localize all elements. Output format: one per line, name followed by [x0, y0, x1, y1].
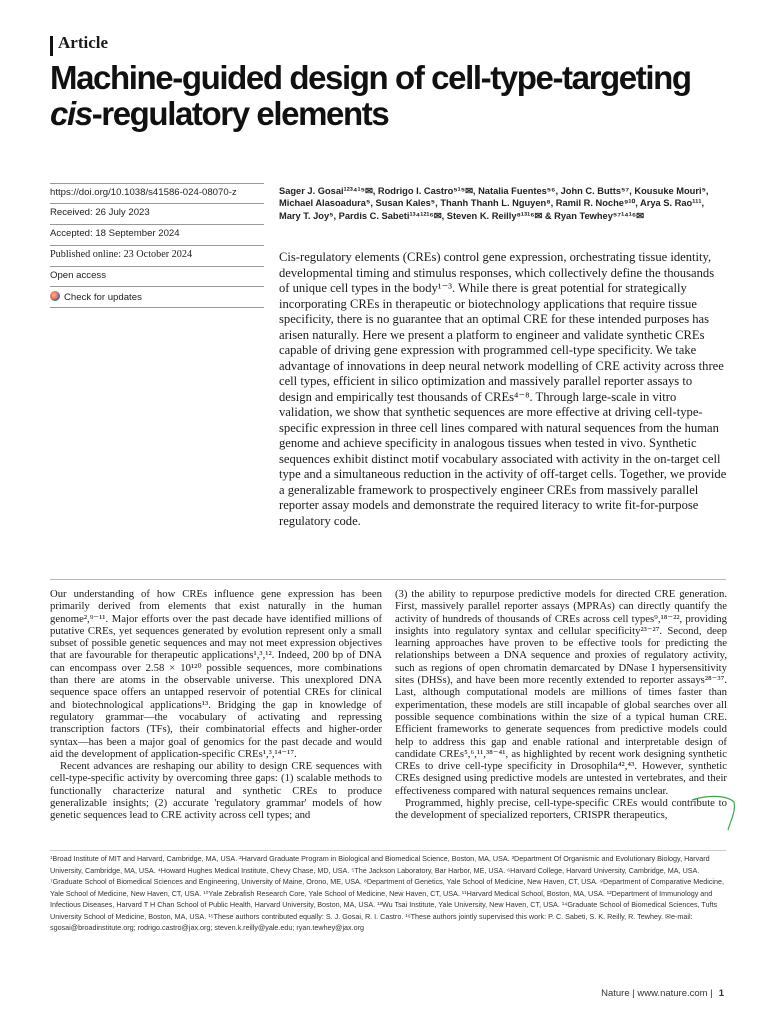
article-kind: Article	[58, 33, 109, 52]
article-kind-rule	[50, 36, 53, 56]
meta-divider	[50, 203, 264, 204]
page-footer	[601, 988, 724, 999]
meta-divider	[50, 307, 264, 308]
doi-link[interactable]: https://doi.org/10.1038/s41586-024-08070-z	[50, 187, 237, 198]
body-paragraph: Programmed, highly precise, cell-type-specific CREs would contribute to the development of specialized reporters, CRISPR therapeutics,	[395, 797, 727, 822]
published-date: Published online: 23 October 2024	[50, 249, 193, 260]
meta-divider	[50, 286, 264, 287]
title-line-2-rest: -regulatory elements	[91, 95, 389, 132]
meta-divider	[50, 183, 264, 184]
meta-divider	[50, 245, 264, 246]
title-line-1: Machine-guided design of cell-type-targeting	[50, 59, 691, 96]
body-paragraph: (3) the ability to repurpose predictive models for directed CRE generation. First, massively parallel reporter assays (MPRAs) can directly quantify the activity of hundreds of thousands of CREs across cell types⁹,¹⁸⁻²², providing insights into regulatory syntax and cellular specificity²³⁻²⁷. Second, deep learning approaches have proven to be effective tools for predicting the relationships between a DNA sequence and proxies of regulatory activity, such as regions of open chromatin demarcated by DNase I hypersensitivity sites (DHSs), and have been more recently extended to reporter assays²⁸⁻³⁷. Last, although computational models are millions of times faster than experimentation, these models are still incapable of global searches over all possible sequence combinations within the size of a typical human CRE. Efficient frameworks to generate sequences from predictive models could help to address this gap and enable rational and interpretable design of candidate CREs⁵,⁶,¹¹,³⁸⁻⁴¹, as highlighted by recent work designing synthetic CREs to drive cell-type specificity in Drosophila⁴²,⁴³. However, synthetic CREs designed using predictive models are untested in vertebrates, and their effectiveness compared with natural sequences remains unclear.	[395, 588, 727, 797]
body-column-right	[395, 588, 727, 822]
accepted-date: Accepted: 18 September 2024	[50, 228, 180, 239]
check-updates-icon	[50, 291, 60, 301]
title-italic: cis	[50, 95, 92, 132]
body-paragraph: Recent advances are reshaping our ability to design CRE sequences with cell-type-specific activity by overcoming three gaps: (1) scalable methods to functionally characterize natural and synthetic CREs to produce generalizable insights; (2) accurate 'regulatory grammar' models of how genetic sequences lead to CRE activity across cell types; and	[50, 760, 382, 822]
body-paragraph: Our understanding of how CREs influence gene expression has been primarily derived from elements that exist naturally in the human genome²,⁹⁻¹¹. Major efforts over the past decade have identified millions of putative CREs, yet sequences generated by evolution represent only a small subset of possible genetic sequences and may not meet expression objectives that are favourable for therapeutic applications¹,³,¹². Indeed, 200 bp of DNA can encompass over 2.58 × 10¹²⁰ possible sequences, more combinations than there are atoms in the observable universe. This unexplored DNA sequence space offers an untapped reservoir of potential CREs for clinical and biotechnological applications¹³. Bridging the gap in knowledge of regulatory grammar—the vocabulary of activating and repressing transcription factors (TFs), their combinatorial effects and higher-order syntax—has been a major goal of genomics for the past decade and would aid the development of application-specific CREs¹,³,¹⁴⁻¹⁷.	[50, 588, 382, 760]
meta-divider	[50, 224, 264, 225]
check-updates-button[interactable]	[50, 291, 264, 303]
title-line-2	[50, 96, 740, 132]
abstract-divider	[50, 579, 726, 580]
check-updates-label: Check for updates	[64, 292, 142, 303]
page-number: 1	[718, 988, 724, 999]
body-column-left	[50, 588, 382, 822]
affiliations-divider	[50, 850, 726, 851]
open-access-label: Open access	[50, 270, 106, 281]
handwritten-mark-icon	[690, 792, 740, 834]
abstract: Cis-regulatory elements (CREs) control gene expression, orchestrating tissue identity, developmental timing and stimulus responses, which collectively define the thousands of unique cell types in the body¹⁻³. While there is great potential for strategically incorporating CREs in therapeutic or biotechnology applications that require tissue specificity, there is no guarantee that an optimal CRE for these intended purposes has arisen naturally. Here we present a platform to engineer and validate synthetic CREs capable of driving gene expression with programmed cell-type specificity. We take advantage of innovations in deep neural network modelling of CRE activity across three cell types, efficient in silico optimization and massively parallel reporter assays to design and empirically test thousands of CREs⁴⁻⁸. Through large-scale in vitro validation, we show that synthetic sequences are more effective at driving cell-type-specific expression in three cell lines compared with natural sequences from the human genome and achieve specificity in analogous tissues when tested in vivo. Synthetic sequences exhibit distinct motif vocabulary associated with activity in the on-target cell type and a simultaneous reduction in the activity of off-target cells. Together, we provide a generalizable framework to prospectively engineer CREs from massively parallel reporter assay models and demonstrate the required literacy to write fit-for-purpose regulatory code.	[279, 250, 727, 528]
journal-name: Nature | www.nature.com |	[601, 988, 713, 999]
affiliations: ¹Broad Institute of MIT and Harvard, Cambridge, MA, USA. ²Harvard Graduate Program in Biological and Biomedical Science, Boston, MA, USA. ³Department Of Organismic and Evolutionary Biology, Harvard University, Cambridge, MA, USA. ⁴Howard Hughes Medical Institute, Chevy Chase, MD, USA. ⁵The Jackson Laboratory, Bar Harbor, ME, USA. ⁶Harvard College, Harvard University, Cambridge, MA, USA. ⁷Graduate School of Biomedical Sciences and Engineering, University of Maine, Orono, ME, USA. ⁸Department of Genetics, Yale School of Medicine, New Haven, CT, USA. ⁹Department of Comparative Medicine, Yale School of Medicine, New Haven, CT, USA. ¹⁰Yale Zebrafish Research Core, Yale School of Medicine, New Haven, CT, USA. ¹¹Harvard Medical School, Boston, MA, USA. ¹²Department of Immunology and Infectious Diseases, Harvard T H Chan School of Public Health, Harvard University, Boston, MA, USA. ¹³Wu Tsai Institute, Yale University, New Haven, CT, USA. ¹⁴Graduate School of Biomedical Sciences, Tufts University School of Medicine, Boston, MA, USA. ¹⁵These authors contributed equally: S. J. Gosai, R. I. Castro. ¹⁶These authors jointly supervised this work: P. C. Sabeti, S. K. Reilly, R. Tewhey. ✉e-mail: sgosai@broadinstitute.org; rodrigo.castro@jax.org; steven.k.reilly@yale.edu; ryan.tewhey@jax.org	[50, 854, 725, 932]
article-title	[50, 60, 740, 132]
meta-divider	[50, 266, 264, 267]
author-list: Sager J. Gosai¹²³⁴¹⁵✉, Rodrigo I. Castro⁵¹⁵✉, Natalia Fuentes⁵⁶, John C. Butts⁵⁷, Kousuke Mouri⁵, Michael Alasoadura⁵, Susan Kales⁵, Thanh Thanh L. Nguyen⁸, Ramil R. Noche⁹¹⁰, Arya S. Rao¹¹¹, Mary T. Joy⁵, Pardis C. Sabeti¹³⁴¹²¹⁶✉, Steven K. Reilly⁸¹³¹⁶✉ & Ryan Tewhey⁵⁷¹⁴¹⁶✉	[279, 186, 709, 221]
received-date: Received: 26 July 2023	[50, 207, 150, 218]
